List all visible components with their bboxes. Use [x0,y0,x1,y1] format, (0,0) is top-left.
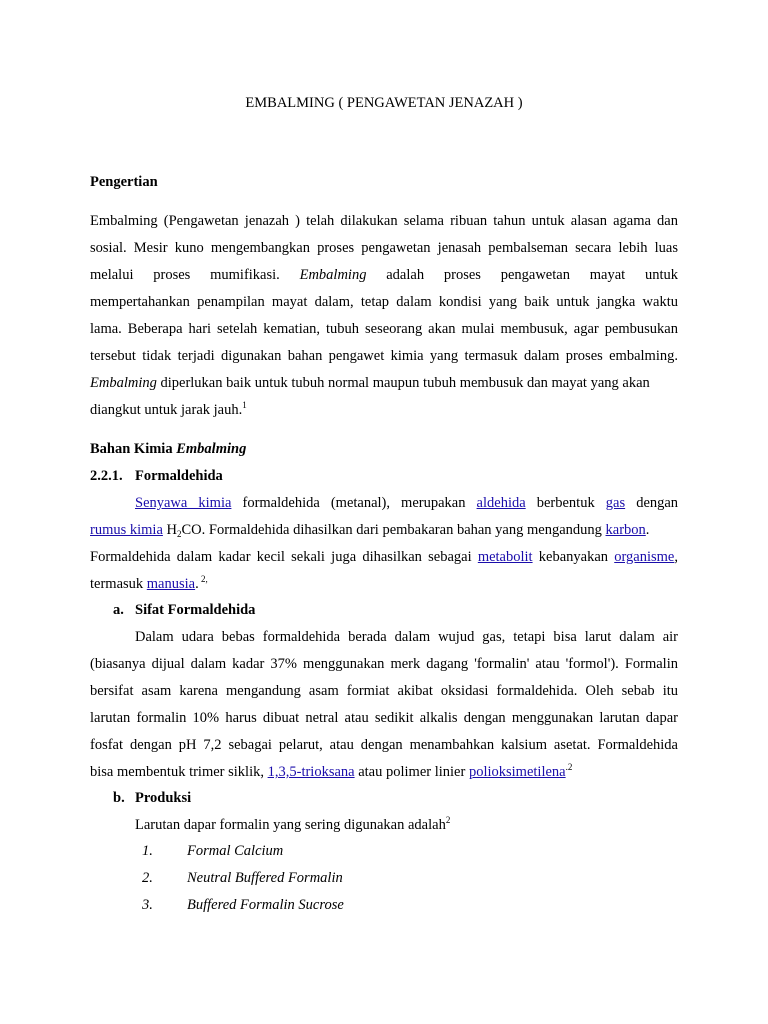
paragraph-line: fosfat dengan pH 7,2 sebagai pelarut, atau dengan menambahkan kalsium asetat. Formaldehida [90,737,678,753]
section-heading-bahan-kimia: Bahan Kimia Embalming [90,441,247,457]
link-senyawa-kimia[interactable]: Senyawa kimia [135,495,232,511]
subheading-sifat-formaldehida: a. Sifat Formaldehida [113,602,256,618]
paragraph-line: (biasanya dijual dalam kadar 37% menggunakan merk dagang 'formalin' atau 'formol'). Formalin [90,656,678,672]
paragraph-line: sosial. Mesir kuno mengembangkan proses pengawetan jenasah pembalseman secara lebih luas [90,240,678,256]
link-karbon[interactable]: karbon [605,522,646,538]
paragraph-line: termasuk manusia. $^{2,}$ [90,574,208,592]
paragraph-line: Embalming (Pengawetan jenazah ) telah dilakukan selama ribuan tahun untuk alasan agama dan [90,213,678,229]
link-manusia[interactable]: manusia [146,576,196,592]
footnote-ref: 1 [242,400,247,410]
paragraph-line: Formaldehida dalam kadar kecil sekali juga dihasilkan sebagai metabolit kebanyakan organisme, [90,549,678,565]
footnote-ref: 2, [198,574,208,584]
link-metabolit[interactable]: metabolit [477,549,533,565]
link-polioksimetilena[interactable]: polioksimetilena [468,764,566,780]
link-aldehida[interactable]: aldehida [476,495,526,511]
paragraph-line: Embalming diperlukan baik untuk tubuh normal maupun tubuh membusuk dan mayat yang akan [90,375,650,391]
paragraph-line: tersebut tidak terjadi digunakan bahan pengawet kimia yang termasuk dalam proses embalming. [90,348,678,364]
footnote-ref: .2 [565,762,573,772]
paragraph-line: melalui proses mumifikasi. Embalming adalah proses pengawetan mayat untuk [90,267,679,283]
list-item: 1. Formal Calcium [142,843,284,859]
paragraph-line: bersifat asam karena mengandung asam formiat akibat oksidasi formaldehida. Oleh sebab itu [90,683,678,699]
document-title: EMBALMING ( PENGAWETAN JENAZAH ) [245,95,523,111]
link-rumus-kimia[interactable]: rumus kimia [90,522,163,538]
subsection-heading-formaldehida: 2.2.1. Formaldehida [90,468,223,484]
subheading-produksi: b. Produksi [113,790,192,806]
paragraph-line: Larutan dapar formalin yang sering digunakan adalah$^2$ [135,815,451,833]
paragraph-line: Senyawa kimia formaldehida (metanal), merupakan aldehida berbentuk gas dengan [135,495,679,511]
link-gas[interactable]: gas [605,495,626,511]
paragraph-line: larutan formalin 10% harus dibuat netral atau sedikit alkalis dengan menggunakan larutan dapar [90,710,678,726]
paragraph-line: mempertahankan penampilan mayat dalam, tetap dalam kondisi yang baik untuk jangka waktu [90,294,678,310]
link-trioksana[interactable]: 1,3,5-trioksana [267,764,355,780]
paragraph-line: rumus kimia $H_2CO$. Formaldehida dihasilkan dari pembakaran bahan yang mengandung karbon. [90,522,650,539]
paragraph-line: Dalam udara bebas formaldehida berada dalam wujud gas, tetapi bisa larut dalam air [135,629,678,645]
paragraph-line: diangkut untuk jarak jauh.$^1$ [90,400,247,418]
paragraph-line: lama. Beberapa hari setelah kematian, tubuh seseorang akan mulai membusuk, agar pembusukan [90,321,678,337]
paragraph-line: bisa membentuk trimer siklik, 1,3,5-trioksana atau polimer linier polioksimetilena$^{.2}$ [90,762,573,780]
section-heading-pengertian: Pengertian [90,174,158,190]
footnote-ref: 2 [445,815,451,825]
list-item: 2. Neutral Buffered Formalin [142,870,343,886]
link-organisme[interactable]: organisme [614,549,675,565]
list-item: 3. Buffered Formalin Sucrose [142,897,344,913]
